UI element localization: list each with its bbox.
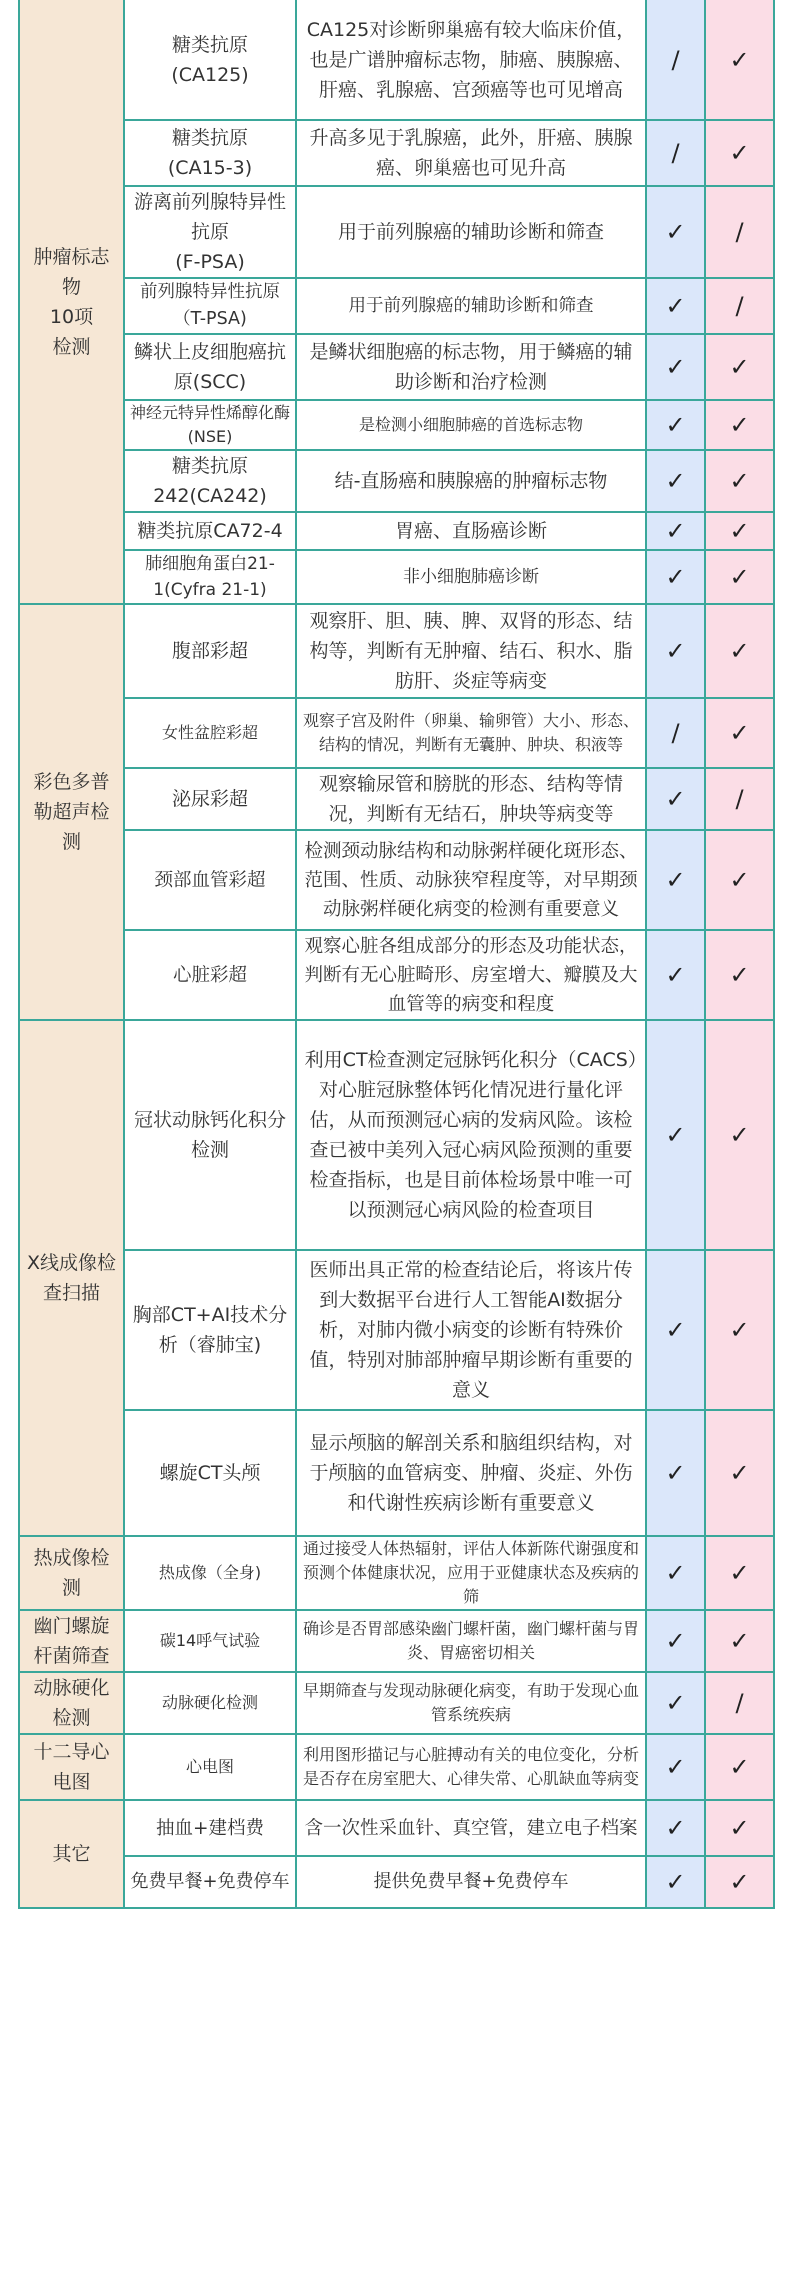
item-description-cell: CA125对诊断卵巢癌有较大临床价值，也是广谱肿瘤标志物，肺癌、胰腺癌、肝癌、乳腺癌、宫颈癌等也可见增高 bbox=[296, 0, 646, 120]
table-row bbox=[19, 604, 774, 698]
item-name-cell: 前列腺特异性抗原（T-PSA) bbox=[124, 278, 296, 334]
table-row bbox=[19, 768, 774, 830]
table-row bbox=[19, 930, 774, 1020]
item-name-cell: 鳞状上皮细胞癌抗原(SCC) bbox=[124, 334, 296, 400]
female-applicable-mark: ✓ bbox=[705, 604, 774, 698]
item-description-cell: 利用CT检查测定冠脉钙化积分（CACS）对心脏冠脉整体钙化情况进行量化评估，从而预测冠心病的发病风险。该检查已被中美列入冠心病风险预测的重要检查指标，也是目前体检场景中唯一可以预测冠心病风险的检查项目 bbox=[296, 1020, 646, 1250]
category-cell: 其它 bbox=[19, 1800, 124, 1908]
item-name-cell: 糖类抗原 (CA15-3) bbox=[124, 120, 296, 186]
category-cell: 肿瘤标志物 10项 检测 bbox=[19, 0, 124, 604]
item-description-cell: 是检测小细胞肺癌的首选标志物 bbox=[296, 400, 646, 450]
item-name-cell: 免费早餐+免费停车 bbox=[124, 1856, 296, 1908]
female-applicable-mark: ✓ bbox=[705, 830, 774, 930]
item-name-cell: 糖类抗原 (CA125) bbox=[124, 0, 296, 120]
female-applicable-mark: ✓ bbox=[705, 120, 774, 186]
category-cell: 热成像检测 bbox=[19, 1536, 124, 1610]
female-applicable-mark: ✓ bbox=[705, 1800, 774, 1856]
item-name-cell: 女性盆腔彩超 bbox=[124, 698, 296, 768]
male-applicable-mark: ✓ bbox=[646, 768, 705, 830]
female-applicable-mark: ✓ bbox=[705, 1734, 774, 1800]
item-name-cell: 冠状动脉钙化积分检测 bbox=[124, 1020, 296, 1250]
female-applicable-mark: ✓ bbox=[705, 1536, 774, 1610]
male-applicable-mark: ✓ bbox=[646, 1734, 705, 1800]
item-description-cell: 胃癌、直肠癌诊断 bbox=[296, 512, 646, 550]
female-applicable-mark: ✓ bbox=[705, 1410, 774, 1536]
item-description-cell: 含一次性采血针、真空管，建立电子档案 bbox=[296, 1800, 646, 1856]
table-row bbox=[19, 1672, 774, 1734]
table-row bbox=[19, 1250, 774, 1410]
item-name-cell: 颈部血管彩超 bbox=[124, 830, 296, 930]
female-applicable-mark: / bbox=[705, 1672, 774, 1734]
item-description-cell: 显示颅脑的解剖关系和脑组织结构，对于颅脑的血管病变、肿瘤、炎症、外伤和代谢性疾病诊断有重要意义 bbox=[296, 1410, 646, 1536]
female-applicable-mark: ✓ bbox=[705, 334, 774, 400]
item-description-cell: 早期筛查与发现动脉硬化病变，有助于发现心血管系统疾病 bbox=[296, 1672, 646, 1734]
male-applicable-mark: ✓ bbox=[646, 334, 705, 400]
male-applicable-mark: ✓ bbox=[646, 1800, 705, 1856]
table-row bbox=[19, 450, 774, 512]
checkup-items-table bbox=[18, 0, 773, 2256]
male-applicable-mark: ✓ bbox=[646, 1856, 705, 1908]
male-applicable-mark: ✓ bbox=[646, 512, 705, 550]
female-applicable-mark: ✓ bbox=[705, 698, 774, 768]
item-name-cell: 螺旋CT头颅 bbox=[124, 1410, 296, 1536]
female-applicable-mark: ✓ bbox=[705, 450, 774, 512]
table-row bbox=[19, 120, 774, 186]
male-applicable-mark: ✓ bbox=[646, 1250, 705, 1410]
item-name-cell: 胸部CT+AI技术分析（睿肺宝) bbox=[124, 1250, 296, 1410]
female-applicable-mark: ✓ bbox=[705, 1610, 774, 1672]
table-row bbox=[19, 1020, 774, 1250]
item-description-cell: 用于前列腺癌的辅助诊断和筛查 bbox=[296, 186, 646, 278]
table-row bbox=[19, 1610, 774, 1672]
item-name-cell: 心脏彩超 bbox=[124, 930, 296, 1020]
category-cell: 幽门螺旋杆菌筛查 bbox=[19, 1610, 124, 1672]
item-description-cell: 确诊是否胃部感染幽门螺杆菌，幽门螺杆菌与胃炎、胃癌密切相关 bbox=[296, 1610, 646, 1672]
item-description-cell: 观察肝、胆、胰、脾、双肾的形态、结构等，判断有无肿瘤、结石、积水、脂肪肝、炎症等病变 bbox=[296, 604, 646, 698]
female-applicable-mark: / bbox=[705, 278, 774, 334]
male-applicable-mark: ✓ bbox=[646, 1410, 705, 1536]
table-row bbox=[19, 400, 774, 450]
table-row bbox=[19, 1800, 774, 1856]
item-description-cell: 是鳞状细胞癌的标志物，用于鳞癌的辅助诊断和治疗检测 bbox=[296, 334, 646, 400]
table-row bbox=[19, 0, 774, 120]
table-body bbox=[19, 0, 774, 1908]
male-applicable-mark: ✓ bbox=[646, 278, 705, 334]
table-row bbox=[19, 278, 774, 334]
item-name-cell: 碳14呼气试验 bbox=[124, 1610, 296, 1672]
male-applicable-mark: ✓ bbox=[646, 550, 705, 604]
item-description-cell: 观察输尿管和膀胱的形态、结构等情况，判断有无结石，肿块等病变等 bbox=[296, 768, 646, 830]
item-description-cell: 用于前列腺癌的辅助诊断和筛查 bbox=[296, 278, 646, 334]
item-description-cell: 升高多见于乳腺癌，此外，肝癌、胰腺癌、卵巢癌也可见升高 bbox=[296, 120, 646, 186]
female-applicable-mark: / bbox=[705, 768, 774, 830]
female-applicable-mark: / bbox=[705, 186, 774, 278]
male-applicable-mark: ✓ bbox=[646, 604, 705, 698]
female-applicable-mark: ✓ bbox=[705, 550, 774, 604]
table-row bbox=[19, 512, 774, 550]
item-description-cell: 提供免费早餐+免费停车 bbox=[296, 1856, 646, 1908]
female-applicable-mark: ✓ bbox=[705, 930, 774, 1020]
table-row bbox=[19, 1536, 774, 1610]
item-description-cell: 检测颈动脉结构和动脉粥样硬化斑形态、范围、性质、动脉狭窄程度等，对早期颈动脉粥样硬化病变的检测有重要意义 bbox=[296, 830, 646, 930]
item-name-cell: 肺细胞角蛋白21-1(Cyfra 21-1) bbox=[124, 550, 296, 604]
female-applicable-mark: ✓ bbox=[705, 1856, 774, 1908]
male-applicable-mark: ✓ bbox=[646, 830, 705, 930]
item-name-cell: 神经元特异性烯醇化酶(NSE) bbox=[124, 400, 296, 450]
category-cell: 彩色多普勒超声检测 bbox=[19, 604, 124, 1020]
category-cell: X线成像检查扫描 bbox=[19, 1020, 124, 1536]
female-applicable-mark: ✓ bbox=[705, 1250, 774, 1410]
item-name-cell: 糖类抗原 242(CA242) bbox=[124, 450, 296, 512]
table-row bbox=[19, 186, 774, 278]
table-row bbox=[19, 1734, 774, 1800]
item-name-cell: 动脉硬化检测 bbox=[124, 1672, 296, 1734]
table-row bbox=[19, 1856, 774, 1908]
item-name-cell: 游离前列腺特异性抗原 (F-PSA) bbox=[124, 186, 296, 278]
item-description-cell: 医师出具正常的检查结论后，将该片传到大数据平台进行人工智能AI数据分析，对肺内微小病变的诊断有特殊价值，特别对肺部肿瘤早期诊断有重要的意义 bbox=[296, 1250, 646, 1410]
item-name-cell: 心电图 bbox=[124, 1734, 296, 1800]
female-applicable-mark: ✓ bbox=[705, 1020, 774, 1250]
male-applicable-mark: / bbox=[646, 120, 705, 186]
category-cell: 十二导心电图 bbox=[19, 1734, 124, 1800]
male-applicable-mark: ✓ bbox=[646, 1536, 705, 1610]
table-row bbox=[19, 334, 774, 400]
category-cell: 动脉硬化检测 bbox=[19, 1672, 124, 1734]
male-applicable-mark: ✓ bbox=[646, 450, 705, 512]
table-row bbox=[19, 550, 774, 604]
item-description-cell: 结-直肠癌和胰腺癌的肿瘤标志物 bbox=[296, 450, 646, 512]
item-description-cell: 通过接受人体热辐射，评估人体新陈代谢强度和预测个体健康状况，应用于亚健康状态及疾病的筛 bbox=[296, 1536, 646, 1610]
female-applicable-mark: ✓ bbox=[705, 0, 774, 120]
item-name-cell: 腹部彩超 bbox=[124, 604, 296, 698]
male-applicable-mark: / bbox=[646, 698, 705, 768]
male-applicable-mark: ✓ bbox=[646, 1610, 705, 1672]
male-applicable-mark: / bbox=[646, 0, 705, 120]
item-description-cell: 观察心脏各组成部分的形态及功能状态，判断有无心脏畸形、房室增大、瓣膜及大血管等的病变和程度 bbox=[296, 930, 646, 1020]
male-applicable-mark: ✓ bbox=[646, 1020, 705, 1250]
table-row bbox=[19, 830, 774, 930]
item-name-cell: 抽血+建档费 bbox=[124, 1800, 296, 1856]
item-description-cell: 非小细胞肺癌诊断 bbox=[296, 550, 646, 604]
female-applicable-mark: ✓ bbox=[705, 512, 774, 550]
item-description-cell: 利用图形描记与心脏搏动有关的电位变化，分析是否存在房室肥大、心律失常、心肌缺血等病变 bbox=[296, 1734, 646, 1800]
female-applicable-mark: ✓ bbox=[705, 400, 774, 450]
item-name-cell: 糖类抗原CA72-4 bbox=[124, 512, 296, 550]
table-row bbox=[19, 698, 774, 768]
item-description-cell: 观察子宫及附件（卵巢、输卵管）大小、形态、结构的情况，判断有无囊肿、肿块、积液等 bbox=[296, 698, 646, 768]
male-applicable-mark: ✓ bbox=[646, 400, 705, 450]
table-row bbox=[19, 1410, 774, 1536]
item-name-cell: 泌尿彩超 bbox=[124, 768, 296, 830]
item-name-cell: 热成像（全身) bbox=[124, 1536, 296, 1610]
table bbox=[18, 0, 775, 1909]
male-applicable-mark: ✓ bbox=[646, 1672, 705, 1734]
male-applicable-mark: ✓ bbox=[646, 186, 705, 278]
male-applicable-mark: ✓ bbox=[646, 930, 705, 1020]
